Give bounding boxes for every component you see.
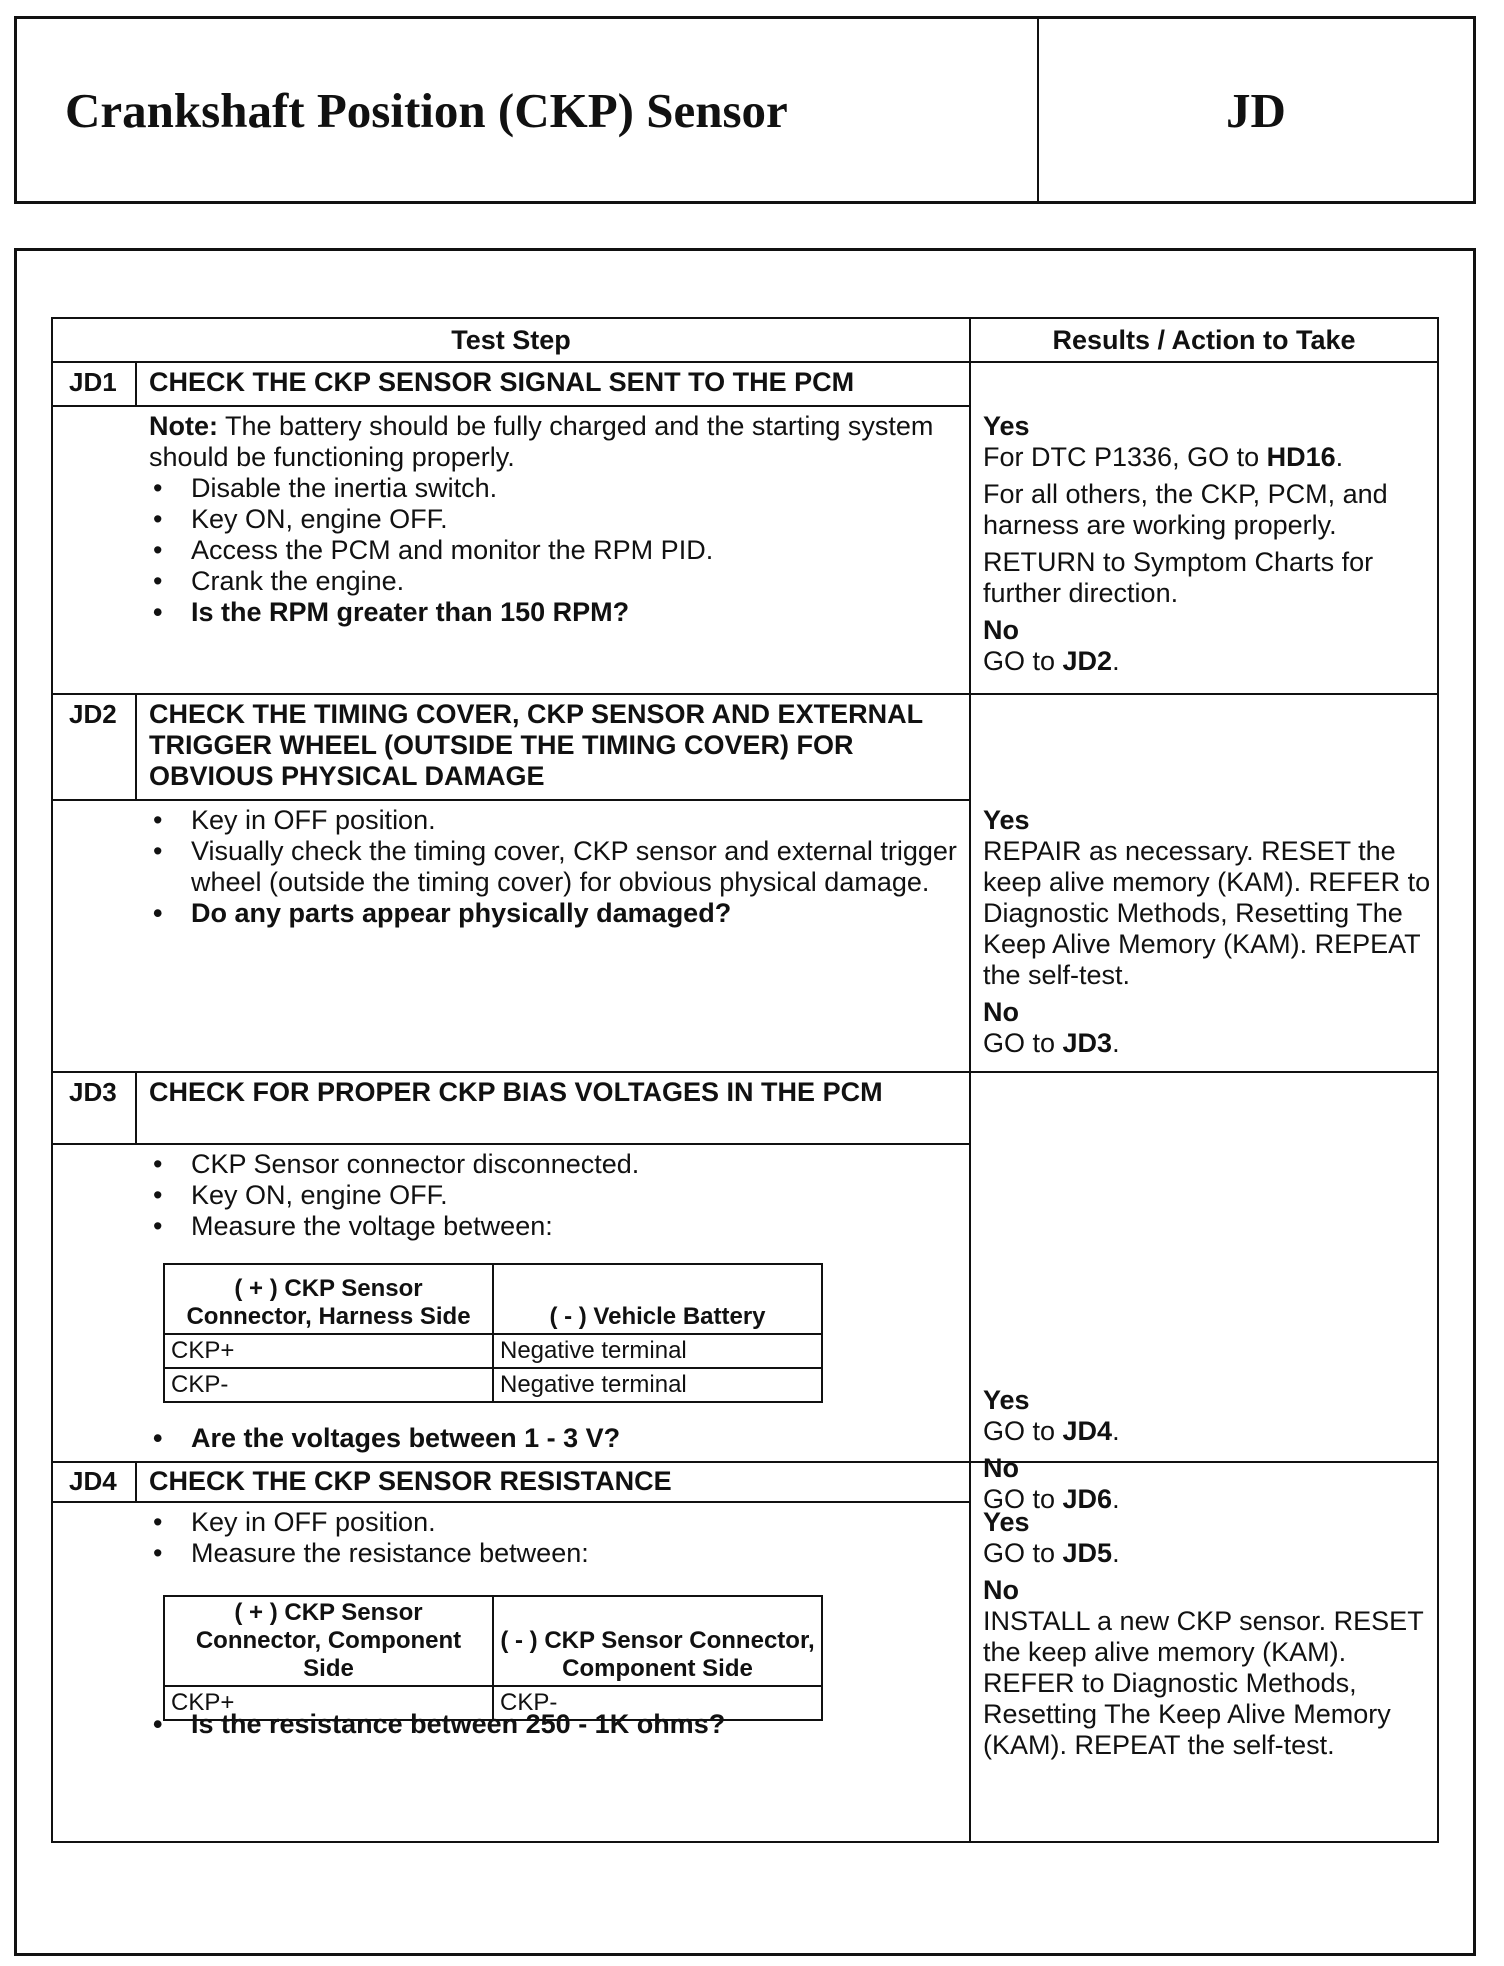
row-divider	[53, 1071, 1437, 1073]
goto-ref: JD4	[1062, 1416, 1113, 1446]
step-title-jd3: CHECK FOR PROPER CKP BIAS VOLTAGES IN THE PCM	[149, 1077, 883, 1107]
content-frame	[14, 248, 1476, 1956]
table-cell: CKP+	[164, 1334, 493, 1368]
step-id-jd1: JD1	[69, 367, 117, 397]
no-label: No	[983, 615, 1019, 645]
step-body-jd2	[149, 805, 959, 929]
table-cell: CKP-	[493, 1686, 822, 1720]
list-item: • Key ON, engine OFF.	[149, 504, 949, 535]
note-text: The battery should be fully charged and the starting system should be functioning properly.	[149, 411, 934, 472]
question: • Are the voltages between 1 - 3 V?	[149, 1423, 949, 1454]
table-cell: Negative terminal	[493, 1368, 822, 1402]
row-divider	[53, 405, 969, 407]
question-list	[149, 1709, 949, 1740]
row-divider	[53, 1143, 969, 1145]
instruction-list	[149, 1149, 949, 1242]
results-jd3	[983, 1385, 1433, 1521]
instruction-list	[149, 473, 949, 628]
list-item: • Key ON, engine OFF.	[149, 1180, 949, 1211]
list-item: • Measure the voltage between:	[149, 1211, 949, 1242]
no-label: No	[983, 1575, 1019, 1605]
goto-ref: JD5	[1062, 1538, 1113, 1568]
punct: .	[1112, 1416, 1120, 1446]
table-header: ( + ) CKP Sensor Connector, Component Side	[164, 1596, 493, 1686]
goto-ref: JD3	[1062, 1028, 1113, 1058]
table-header: ( - ) CKP Sensor Connector, Component Side	[493, 1596, 822, 1686]
list-item: • Visually check the timing cover, CKP sensor and external trigger wheel (outside the timing cover) for obvious physical damage.	[149, 836, 959, 898]
section-code: JD	[1226, 82, 1286, 138]
step-title-jd2: CHECK THE TIMING COVER, CKP SENSOR AND EXTERNAL TRIGGER WHEEL (OUTSIDE THE TIMING COVER) FOR OBVIOUS PHYSICAL DAMAGE	[149, 699, 923, 791]
no-text: INSTALL a new CKP sensor. RESET the keep alive memory (KAM). REFER to Diagnostic Methods, Resetting The Keep Alive Memory (KAM). REPEAT the self-test.	[983, 1606, 1424, 1760]
column-header-results: Results / Action to Take	[1052, 325, 1356, 355]
no-text: GO to	[983, 1484, 1063, 1514]
column-header-test-step: Test Step	[451, 325, 571, 355]
step-body-jd3	[149, 1149, 949, 1242]
table-cell: CKP+	[164, 1686, 493, 1720]
question: • Do any parts appear physically damaged?	[149, 898, 959, 929]
yes-text: REPAIR as necessary. RESET the keep alive memory (KAM). REFER to Diagnostic Methods, Resetting The Keep Alive Memory (KAM). REPEAT the self-test.	[983, 836, 1431, 990]
punct: .	[1112, 1028, 1120, 1058]
row-divider	[53, 1501, 969, 1503]
step-question-jd3	[149, 1423, 949, 1454]
yes-text: GO to	[983, 1538, 1063, 1568]
punct: .	[1112, 1484, 1120, 1514]
list-item: • Crank the engine.	[149, 566, 949, 597]
goto-ref: HD16	[1266, 442, 1336, 472]
table-header: ( + ) CKP Sensor Connector, Harness Side	[164, 1264, 493, 1334]
row-divider	[53, 1461, 1437, 1463]
yes-text: For DTC P1336, GO to	[983, 442, 1267, 472]
step-id-jd3: JD3	[69, 1077, 117, 1107]
table-header: ( - ) Vehicle Battery	[493, 1264, 822, 1334]
step-body-jd1	[149, 411, 949, 628]
results-jd2	[983, 805, 1433, 1065]
goto-ref: JD2	[1062, 646, 1113, 676]
punct: .	[1335, 442, 1344, 472]
no-label: No	[983, 1453, 1019, 1483]
step-id-jd4: JD4	[69, 1466, 117, 1496]
no-text: GO to	[983, 646, 1063, 676]
step-id-divider	[135, 361, 137, 405]
row-divider	[53, 693, 1437, 695]
test-step-table	[51, 317, 1439, 1843]
list-item: • Measure the resistance between:	[149, 1538, 949, 1569]
resistance-measurement-table	[163, 1595, 823, 1721]
table-cell: CKP-	[164, 1368, 493, 1402]
step-id-divider	[135, 693, 137, 799]
question: • Is the RPM greater than 150 RPM?	[149, 597, 949, 628]
results-jd4	[983, 1507, 1433, 1767]
question-list	[149, 1423, 949, 1454]
instruction-list	[149, 805, 959, 929]
step-body-jd4	[149, 1507, 949, 1569]
row-divider	[53, 361, 1437, 363]
note	[149, 411, 949, 473]
list-item: • CKP Sensor connector disconnected.	[149, 1149, 949, 1180]
list-item: • Key in OFF position.	[149, 805, 959, 836]
step-title-jd4: CHECK THE CKP SENSOR RESISTANCE	[149, 1466, 672, 1496]
note-label: Note:	[149, 411, 218, 441]
yes-text: RETURN to Symptom Charts for further direction.	[983, 547, 1374, 608]
no-label: No	[983, 997, 1019, 1027]
yes-text: GO to	[983, 1416, 1063, 1446]
list-item: • Access the PCM and monitor the RPM PID.	[149, 535, 949, 566]
step-id-divider	[135, 1071, 137, 1143]
goto-ref: JD6	[1062, 1484, 1113, 1514]
row-divider	[53, 799, 969, 801]
list-item: • Disable the inertia switch.	[149, 473, 949, 504]
step-id-divider	[135, 1461, 137, 1501]
step-question-jd4	[149, 1709, 949, 1740]
results-jd1	[983, 411, 1433, 683]
instruction-list	[149, 1507, 949, 1569]
step-id-jd2: JD2	[69, 699, 117, 729]
no-text: GO to	[983, 1028, 1063, 1058]
page-header	[14, 16, 1476, 204]
yes-label: Yes	[983, 1385, 1030, 1415]
list-item: • Key in OFF position.	[149, 1507, 949, 1538]
column-divider	[969, 319, 971, 1841]
punct: .	[1112, 1538, 1120, 1568]
yes-label: Yes	[983, 1507, 1030, 1537]
page-title: Crankshaft Position (CKP) Sensor	[17, 19, 1039, 201]
yes-text: For all others, the CKP, PCM, and harness are working properly.	[983, 479, 1388, 540]
table-cell: Negative terminal	[493, 1334, 822, 1368]
yes-label: Yes	[983, 411, 1030, 441]
punct: .	[1112, 646, 1120, 676]
step-title-jd1: CHECK THE CKP SENSOR SIGNAL SENT TO THE PCM	[149, 367, 855, 397]
voltage-measurement-table	[163, 1263, 823, 1403]
question: • Is the resistance between 250 - 1K ohms?	[149, 1709, 949, 1740]
yes-label: Yes	[983, 805, 1030, 835]
